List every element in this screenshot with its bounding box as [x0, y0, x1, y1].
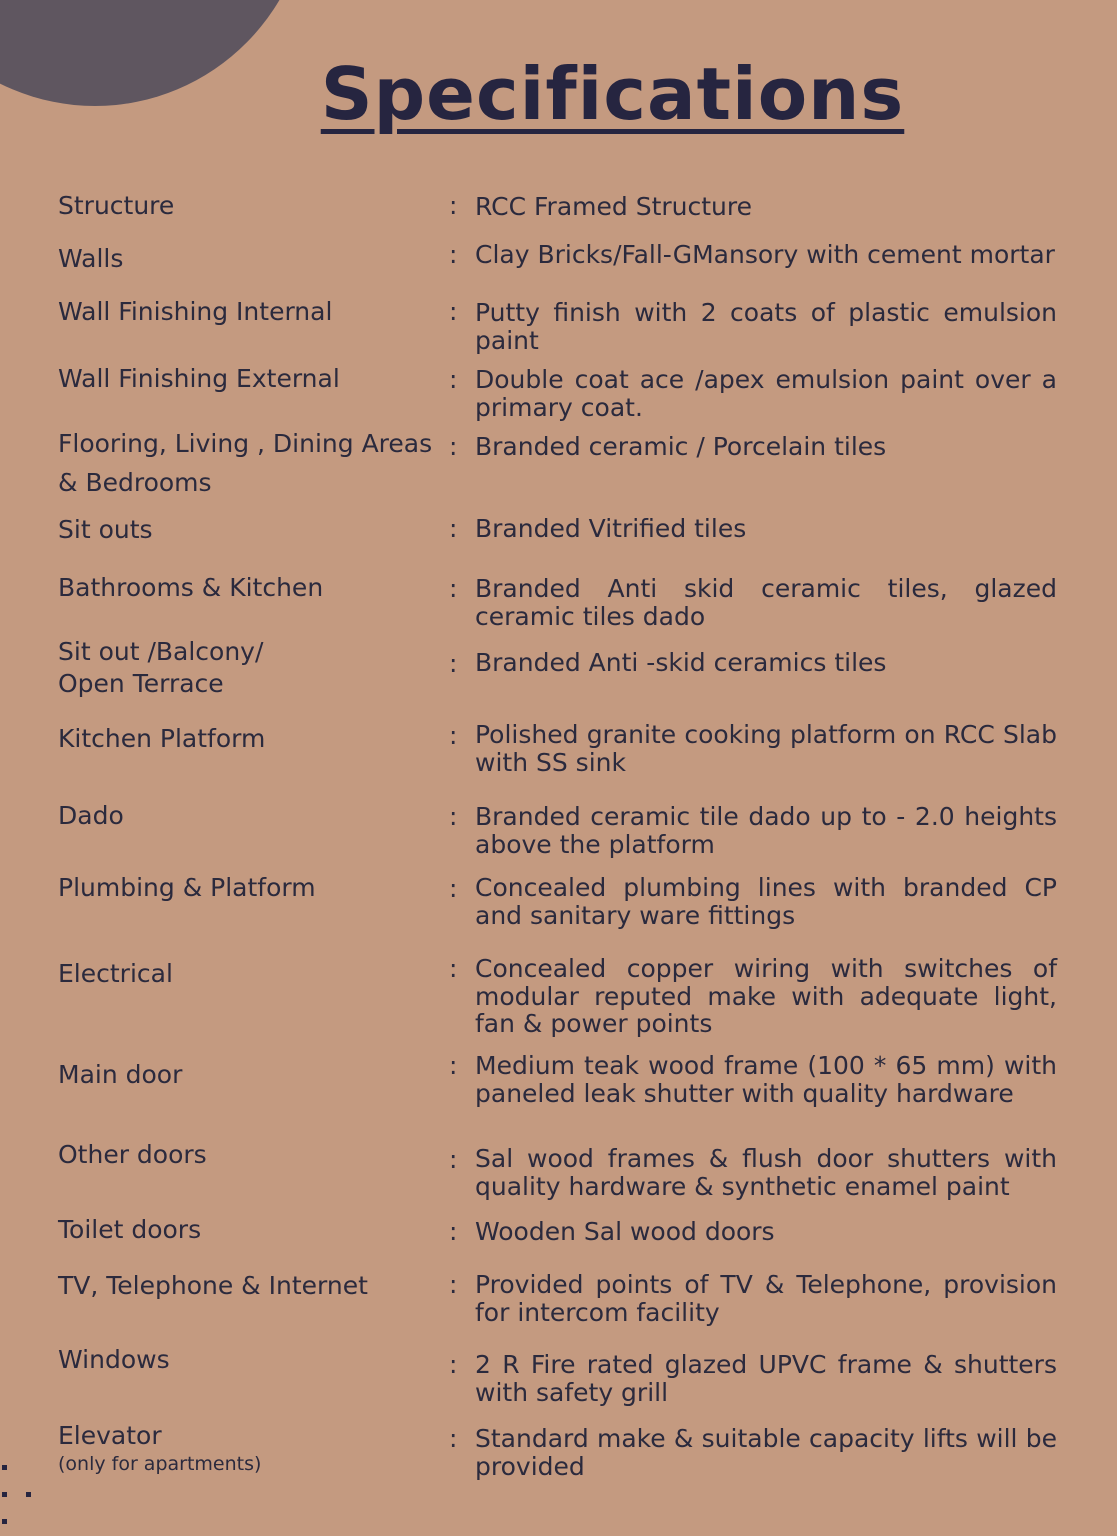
decorative-dot [2, 1465, 7, 1470]
spec-label: Main door [58, 1060, 183, 1089]
spec-value: Branded Anti -skid ceramics tiles [475, 648, 887, 677]
spec-colon: : [449, 721, 458, 750]
spec-colon: : [449, 649, 458, 678]
spec-value: Branded ceramic / Porcelain tiles [475, 432, 887, 461]
spec-label: Elevator [58, 1421, 162, 1450]
spec-colon: : [449, 1270, 458, 1299]
spec-colon: : [449, 1051, 458, 1080]
spec-label: Windows [58, 1345, 170, 1374]
spec-label: Flooring, Living , Dining Areas & Bedrooms [58, 429, 433, 497]
spec-label: Wall Finishing Internal [58, 297, 333, 326]
spec-value: Branded ceramic tile dado up to - 2.0 heights above the platform [475, 802, 1057, 859]
spec-colon: : [449, 514, 458, 543]
spec-value: Sal wood frames & flush door shutters with quality hardware & synthetic enamel paint [475, 1144, 1057, 1201]
spec-value: Concealed plumbing lines with branded CP and sanitary ware fittings [475, 873, 1057, 930]
spec-value: RCC Framed Structure [475, 192, 752, 221]
spec-label: Wall Finishing External [58, 364, 340, 393]
spec-label: Plumbing & Platform [58, 873, 316, 902]
spec-value: Polished granite cooking platform on RCC Slab with SS sink [475, 720, 1057, 777]
spec-colon: : [449, 874, 458, 903]
spec-colon: : [449, 1145, 458, 1174]
page-title: Specifications [320, 52, 905, 136]
spec-value: Putty finish with 2 coats of plastic emulsion paint [475, 298, 1057, 355]
spec-colon: : [449, 954, 458, 983]
spec-value: Provided points of TV & Telephone, provision for intercom facility [475, 1270, 1057, 1327]
spec-colon: : [449, 191, 458, 220]
spec-value: Branded Anti skid ceramic tiles, glazed ceramic tiles dado [475, 574, 1057, 631]
spec-label: TV, Telephone & Internet [58, 1271, 368, 1300]
decorative-dot [2, 1492, 7, 1497]
spec-value: Standard make & suitable capacity lifts will be provided [475, 1424, 1057, 1481]
spec-colon: : [449, 297, 458, 326]
decorative-dot [2, 1519, 7, 1524]
spec-label: Bathrooms & Kitchen [58, 573, 324, 602]
spec-label-group [58, 1420, 448, 1476]
decorative-dot [26, 1492, 31, 1497]
spec-colon: : [449, 1217, 458, 1246]
spec-value: Medium teak wood frame (100 * 65 mm) with paneled leak shutter with quality hardware [475, 1051, 1057, 1108]
spec-label-note: (only for apartments) [58, 1453, 262, 1475]
spec-label: Electrical [58, 959, 173, 988]
spec-value: Clay Bricks/Fall-GMansory with cement mortar [475, 240, 1055, 269]
spec-colon: : [449, 432, 458, 461]
spec-value: Branded Vitrified tiles [475, 514, 747, 543]
spec-colon: : [449, 574, 458, 603]
spec-value: Double coat ace /apex emulsion paint over a primary coat. [475, 365, 1057, 422]
spec-colon: : [449, 240, 458, 269]
spec-colon: : [449, 1350, 458, 1379]
spec-label: Dado [58, 801, 124, 830]
spec-colon: : [449, 365, 458, 394]
spec-label: Walls [58, 244, 124, 273]
spec-label: Sit out /Balcony/ Open Terrace [58, 637, 264, 698]
spec-value: Wooden Sal wood doors [475, 1217, 775, 1246]
spec-label: Toilet doors [58, 1215, 202, 1244]
spec-value: Concealed copper wiring with switches of modular reputed make with adequate light, fan & power points [475, 954, 1057, 1038]
spec-colon: : [449, 1424, 458, 1453]
spec-value: 2 R Fire rated glazed UPVC frame & shutters with safety grill [475, 1350, 1057, 1407]
spec-label: Other doors [58, 1140, 207, 1169]
spec-colon: : [449, 802, 458, 831]
spec-label: Sit outs [58, 515, 153, 544]
spec-label: Kitchen Platform [58, 724, 266, 753]
spec-label: Structure [58, 191, 175, 220]
